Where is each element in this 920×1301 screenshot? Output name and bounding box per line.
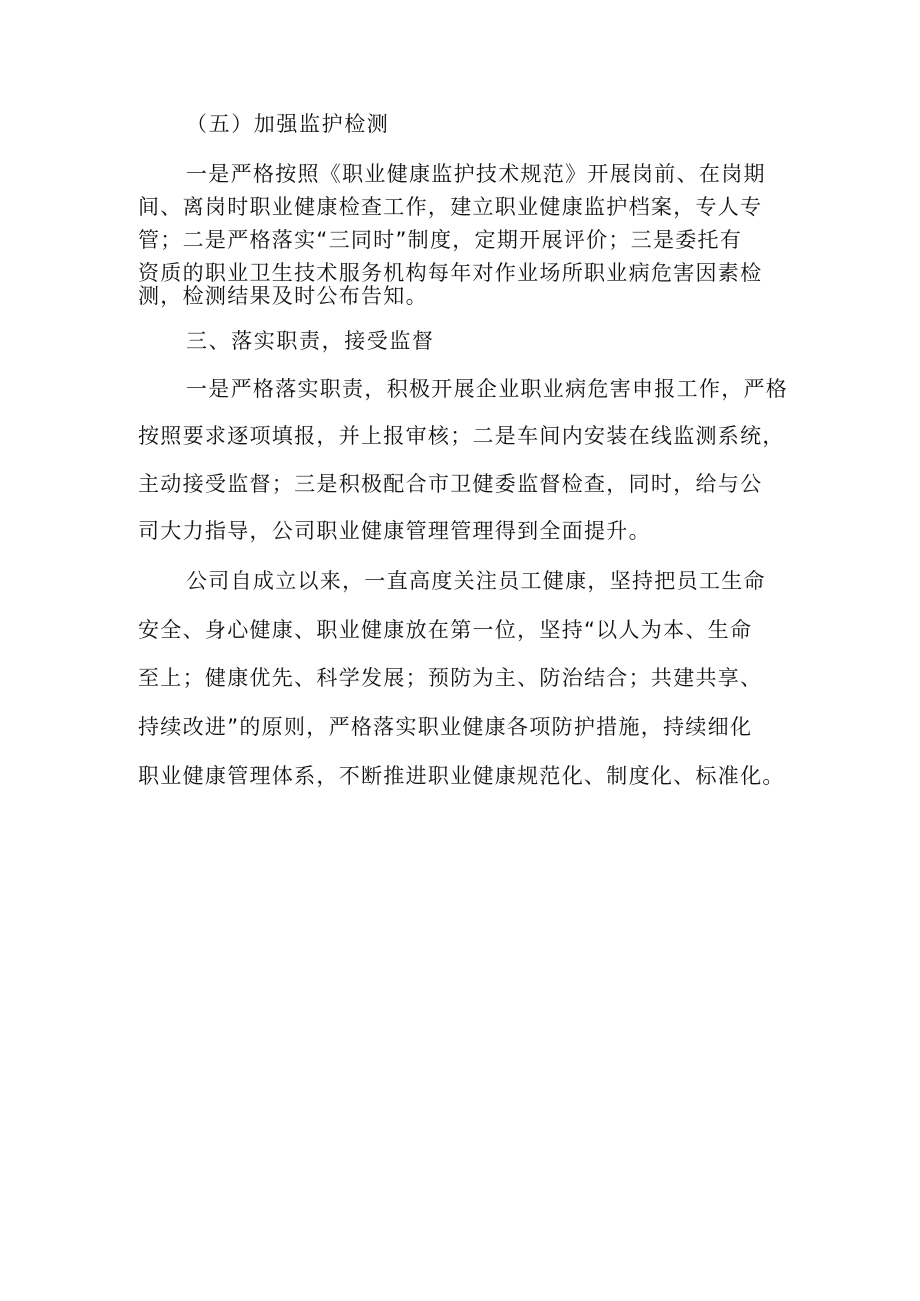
body-line: 司大力指导，公司职业健康管理管理得到全面提升。 — [138, 519, 651, 543]
body-line: 职业健康管理体系，不断推进职业健康规范化、制度化、标准化。 — [138, 764, 785, 788]
body-line: 公司自成立以来，一直高度关注员工健康，坚持把员工生命 — [186, 569, 766, 593]
body-line: 一是严格按照《职业健康监护技术规范》开展岗前、在岗期 — [186, 162, 766, 186]
body-line: 一是严格落实职责，积极开展企业职业病危害申报工作，严格 — [186, 377, 789, 401]
body-line: 测，检测结果及时公布告知。 — [138, 284, 428, 308]
body-line: 持续改进”的原则，严格落实职业健康各项防护措施，持续细化 — [138, 715, 753, 739]
body-line: 管；二是严格落实“三同时”制度，定期开展评价；三是委托有 — [138, 228, 743, 252]
body-line: 间、离岗时职业健康检查工作，建立职业健康监护档案，专人专 — [138, 195, 763, 219]
body-line: 安全、身心健康、职业健康放在第一位，坚持“以人为本、生命 — [138, 618, 753, 642]
part-3-heading: 三、落实职责，接受监督 — [186, 329, 435, 353]
body-line: 主动接受监督；三是积极配合市卫健委监督检查，同时，给与公 — [138, 472, 763, 496]
body-line: 资质的职业卫生技术服务机构每年对作业场所职业病危害因素检 — [138, 261, 763, 285]
body-line: 按照要求逐项填报，并上报审核；二是车间内安装在线监测系统， — [138, 424, 785, 448]
body-line: 至上；健康优先、科学发展；预防为主、防治结合；共建共享、 — [138, 666, 763, 690]
section-5-heading: （五）加强监护检测 — [186, 112, 390, 136]
